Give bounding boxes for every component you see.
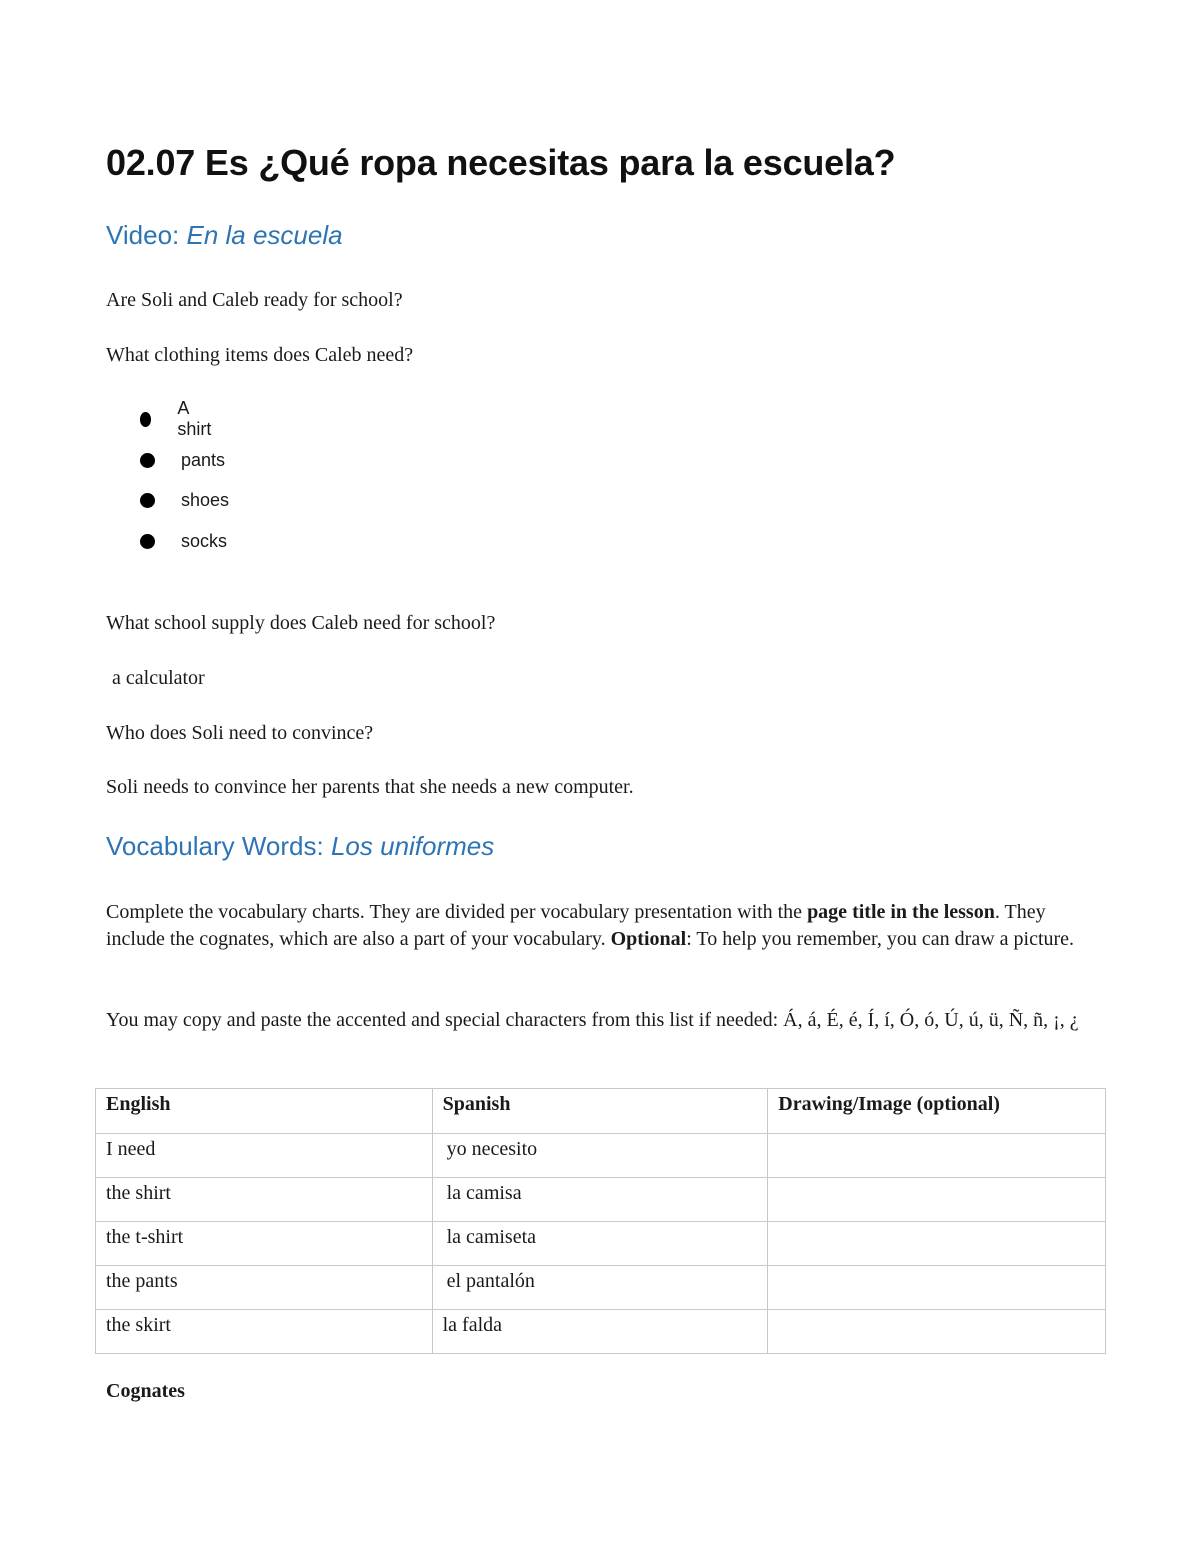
bullet-icon [140,453,155,468]
bullet-icon [140,534,155,549]
instructions-text-2: . They include the cognates, which are also a part of your vocabulary. [106,901,1046,950]
cell-drawing[interactable] [768,1266,1106,1310]
table-row [96,1310,1106,1354]
question-school-supply: What school supply does Caleb need for school? [106,612,496,634]
answer-convince: Soli needs to convince her parents that she needs a new computer. [106,776,634,798]
vocabulary-table [95,1088,1106,1354]
bullet-icon [140,493,155,508]
instructions-text-3: : To help you remember, you can draw a picture. [686,928,1075,950]
vocab-instructions [106,899,1096,953]
answer-school-supply: a calculator [112,667,205,689]
cell-drawing[interactable] [768,1222,1106,1266]
cell-spanish[interactable]: la camisa [432,1178,768,1222]
video-section-heading [106,220,343,251]
vocab-section-heading [106,831,494,862]
list-item-text: pants [181,449,226,470]
list-item [140,485,229,515]
video-heading-prefix: Video: [106,220,187,250]
video-heading-title: En la escuela [186,220,343,250]
list-item [140,526,227,556]
cell-english[interactable]: I need [96,1134,433,1178]
cell-english[interactable]: the pants [96,1266,433,1310]
question-clothing-items: What clothing items does Caleb need? [106,344,414,366]
page-title: 02.07 Es ¿Qué ropa necesitas para la escuela? [106,142,896,183]
table-header-row [96,1089,1106,1134]
instructions-bold-2: Optional [610,928,687,950]
cell-english[interactable]: the t-shirt [96,1222,433,1266]
cell-spanish[interactable]: la falda [432,1310,768,1354]
header-english: English [96,1089,433,1134]
header-drawing: Drawing/Image (optional) [768,1089,1106,1134]
cognates-heading: Cognates [106,1380,185,1402]
instructions-bold-1: page title in the lesson [807,901,995,923]
table-row [96,1266,1106,1310]
list-item [140,445,225,475]
list-item-text: shoes [181,489,230,510]
vocab-heading-title: Los uniformes [330,831,495,861]
cell-drawing[interactable] [768,1134,1106,1178]
bullet-icon [140,412,151,427]
list-item-text: A shirt [177,398,212,439]
cell-english[interactable]: the skirt [96,1310,433,1354]
header-spanish: Spanish [432,1089,768,1134]
cell-drawing[interactable] [768,1178,1106,1222]
question-convince: Who does Soli need to convince? [106,722,374,744]
cell-spanish[interactable]: yo necesito [432,1134,768,1178]
table-row [96,1178,1106,1222]
table-row [96,1134,1106,1178]
list-item [140,398,215,439]
accents-note: You may copy and paste the accented and special characters from this list if needed: Á, á, É, é, Í, í, Ó, ó, Ú, ú, ü, Ñ, ñ, ¡, ¿ [106,1009,1079,1031]
question-ready-for-school: Are Soli and Caleb ready for school? [106,289,403,311]
vocab-heading-prefix: Vocabulary Words: [106,831,331,861]
cell-drawing[interactable] [768,1310,1106,1354]
cell-english[interactable]: the shirt [96,1178,433,1222]
cell-spanish[interactable]: la camiseta [432,1222,768,1266]
table-row [96,1222,1106,1266]
cell-spanish[interactable]: el pantalón [432,1266,768,1310]
instructions-text-1: Complete the vocabulary charts. They are divided per vocabulary presentation with the [106,901,808,923]
list-item-text: socks [181,530,228,551]
